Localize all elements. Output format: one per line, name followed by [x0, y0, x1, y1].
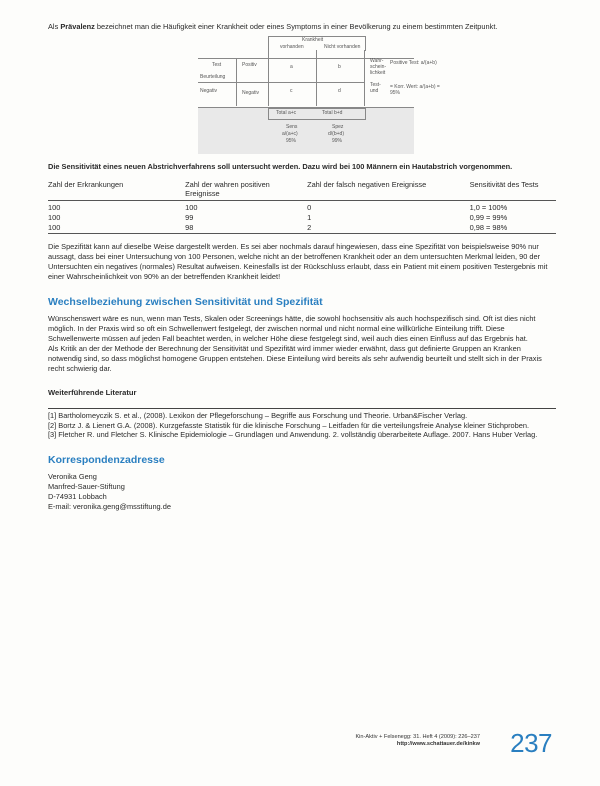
divider-2 [268, 50, 270, 106]
lead-paragraph: Die Sensitivität eines neuen Abstrichverfahrens soll untersucht werden. Dazu wird bei 100 Männern ein Hautabstrich vorgenommen. [48, 162, 513, 171]
table-cell: 100 [48, 203, 61, 212]
right-mid-formula: = Korr. Wert: a/(a+b) = 95% [390, 84, 440, 96]
table-cell: 100 [48, 223, 185, 234]
specificity-paragraph: Die Spezifität kann auf dieselbe Weise dargestellt werden. Es sei aber nochmals darauf hingewiesen, dass eine Spezifität von beispielsweise 90% nur aussagt, dass bei einer Untersuchung von 100 Personen, welche nicht an der betroffenen Krankheit oder an dem untersuchten Merkmal leiden, 90 der Untersuchten ein negatives (normales) Resultat aufweisen. Keinesfalls ist der Rückschluss erlaubt, dass ein Patient mit einem positiven Testergebnis mit einer Wahrscheinlichkeit von 90% an der betreffenden Krankheit leidet! [48, 242, 548, 281]
page-footer [252, 730, 552, 756]
row-neg-sub-label: Negativ [242, 90, 259, 96]
literature-title: Weiterführende Literatur [48, 388, 137, 397]
header-top-label: Krankheit [302, 37, 324, 43]
contact-name: Veronika Geng [48, 471, 97, 481]
table-cell: 98 [185, 223, 307, 234]
cell-d: d [338, 88, 341, 94]
spec-line-3: 99% [332, 138, 343, 144]
spec-line-2: d/(b+d) [328, 131, 344, 137]
contact-organization: Manfred-Sauer-Stiftung [48, 481, 125, 491]
table-cell: 0,99 = 99% [469, 213, 508, 222]
section-paragraph-1: Wünschenswert wäre es nun, wenn man Tests, Skalen oder Screenings hätte, die sowohl hochsensitiv als auch hochspezifisch sind. Oft ist dies nicht möglich. In der Praxis wird so oft ein Schwellenwert festgelegt, der zwischen normal und nicht normal eine willkürliche Einteilung trifft. Diese Schwellenwerte müssen auf jeden Fall beachtet werden, in welcher Höhe diese festgelegt sind, weil auch dies einen Einfluss auf das Ergebnis hat. [48, 314, 536, 343]
table-cell: 2 [307, 223, 470, 234]
literature-item: [3] Fletcher R. und Fletcher S. Klinische Epidemiologie – Grundlagen und Anwendung. 2. vollständig überarbeitete Auflage. 2007. Hans Huber Verlag. [48, 430, 538, 440]
col-present-label: vorhanden [280, 44, 304, 50]
contingency-table-figure [198, 36, 468, 154]
col-header-sensitivitaet: Sensitivität des Tests [470, 180, 556, 201]
table-cell: 99 [185, 213, 194, 222]
divider-3 [316, 50, 318, 106]
table-row [48, 201, 556, 214]
right-top-label: Wahr- schein- lichkeit [370, 58, 387, 76]
spec-line-1: Spez [332, 124, 344, 130]
col-absent-label: Nicht vorhanden [324, 44, 361, 50]
table-cell: 0 [307, 203, 312, 212]
page-body [48, 22, 556, 512]
section-title-wechselbeziehung: Wechselbeziehung zwischen Sensitivität und Spezifität [48, 296, 323, 308]
sensitivity-table [48, 180, 556, 234]
contact-email[interactable]: E-mail: veronika.geng@msstiftung.de [48, 501, 171, 511]
table-row [48, 213, 556, 223]
totals-a: Total a+c [276, 110, 297, 116]
cell-a: a [290, 64, 293, 70]
divider-mid [198, 82, 364, 84]
literature-item: [2] Bortz J. & Lienert G.A. (2008). Kurzgefasste Statistik für die klinische Forschung – Leitfaden für die verteilungsfreie Analyse kleiner Stichproben. [48, 420, 530, 430]
contact-city: D-74931 Lobbach [48, 491, 107, 501]
sens-line-2: a/(a+c) [282, 131, 298, 137]
totals-b: Total b+d [322, 110, 343, 116]
table-cell: 0,98 = 98% [470, 223, 556, 234]
table-cell: 1 [307, 213, 312, 222]
intro-paragraph [48, 22, 556, 32]
page-number: 237 [510, 728, 552, 758]
row-group-label: Test [212, 62, 222, 68]
right-mid-label: Test- und [370, 82, 381, 94]
cell-c: c [290, 88, 293, 94]
col-header-wahr-positiv: Zahl der wahren positiven Ereignisse [185, 180, 307, 201]
footer-citation: Kin-Aktiv + Felsenegg: 31. Heft 4 (2009): 226–237 [355, 734, 480, 740]
col-header-falsch-negativ: Zahl der falsch negativen Ereignisse [307, 180, 470, 201]
divider-4 [364, 50, 366, 106]
intro-term: Prävalenz [60, 22, 95, 31]
col-header-erkrankungen: Zahl der Erkrankungen [48, 180, 185, 201]
table-cell: 1,0 = 100% [469, 203, 508, 212]
footer-reference [355, 734, 480, 748]
row-beurteilung-label: Beurteilung [200, 74, 226, 80]
right-top-formula: Positive Test: a/(a+b) [390, 60, 437, 66]
section-paragraph-2: Als Kritik an der der Methode der Berechnung der Sensitivität und Spezifität wird immer wieder erwähnt, dass gut definierte Gruppen an Kranken notwendig sind, so dass möglichst homogene Gruppen entstehen. Diese Einteilung wird bereits als sehr aufwendig beurteilt und stellt sich in der Praxis recht schwierig dar. [48, 344, 542, 373]
intro-prefix: Als [48, 22, 61, 31]
cell-b: b [338, 64, 341, 70]
literature-list [48, 408, 556, 440]
intro-rest: bezeichnet man die Häufigkeit einer Krankheit oder eines Symptoms in einer Bevölkerung zu einem bestimmten Zeitpunkt. [94, 22, 498, 31]
literature-item: [1] Bartholomeyczik S. et al., (2008). Lexikon der Pflegeforschung – Begriffe aus Forschung und Theorie. Urban&Fischer Verlag. [48, 411, 468, 420]
row-neg-label: Negativ [200, 88, 217, 94]
table-cell: 100 [185, 203, 198, 212]
sens-line-3: 95% [286, 138, 297, 144]
table-row [48, 223, 556, 234]
sens-line-1: Sens [286, 124, 298, 130]
table-cell: 100 [48, 213, 61, 222]
row-pos-label: Positiv [242, 62, 257, 68]
contact-address [48, 472, 556, 512]
footer-url[interactable]: http://www.schattauer.de/kinkw [396, 741, 480, 747]
contact-title: Korrespondenzadresse [48, 453, 165, 466]
